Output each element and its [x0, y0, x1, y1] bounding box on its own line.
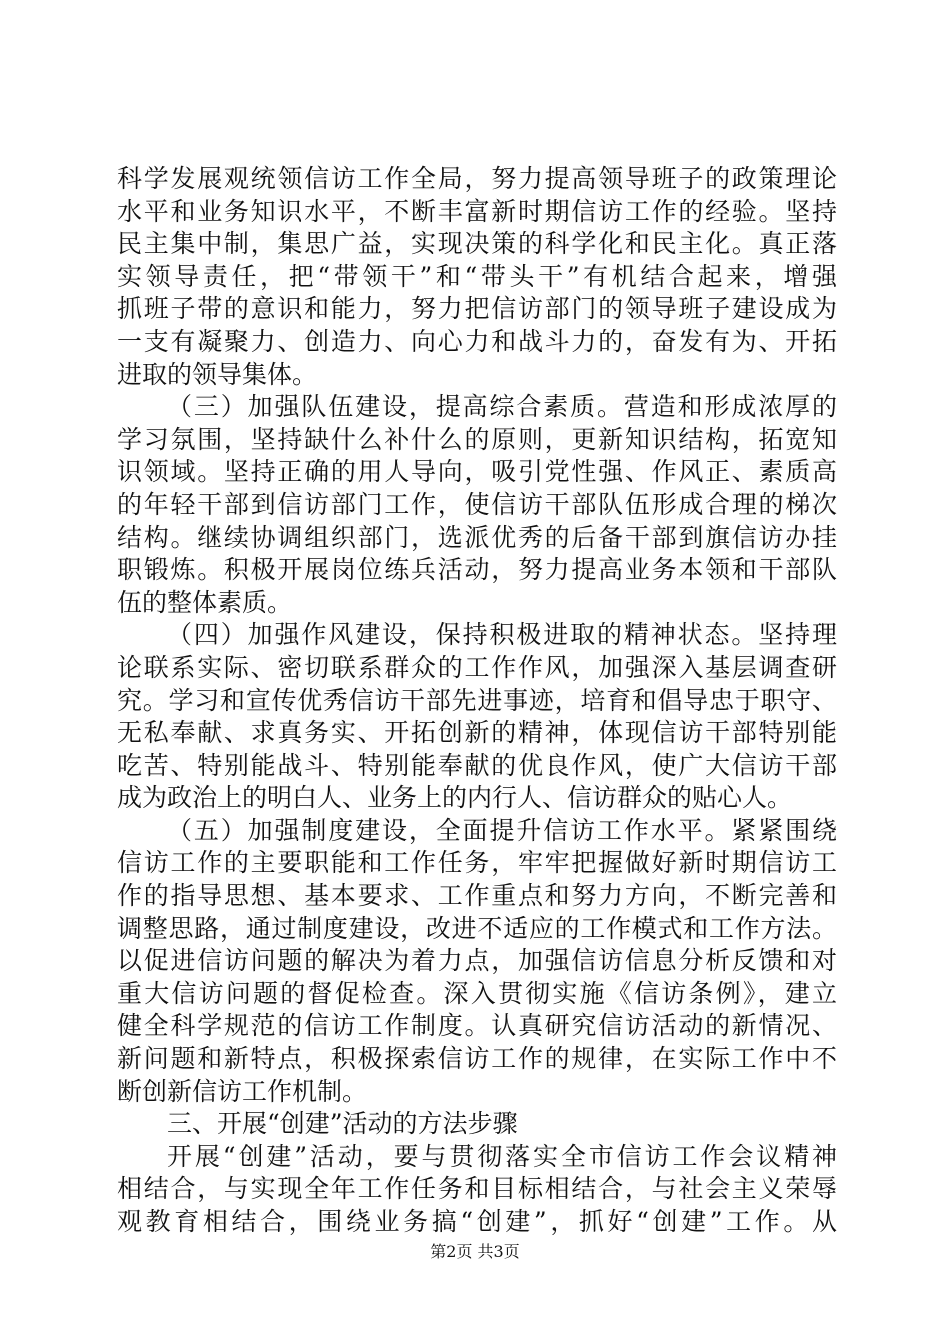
text-line: 调整思路，通过制度建设，改进不适应的工作模式和工作方法。 [117, 913, 837, 943]
text-line: 水平和业务知识水平，不断丰富新时期信访工作的经验。坚持 [117, 196, 837, 226]
text-line: 结构。继续协调组织部门，选派优秀的后备干部到旗信访办挂 [117, 522, 837, 552]
text-line: 究。学习和宣传优秀信访干部先进事迹，培育和倡导忠于职守、 [117, 685, 837, 715]
text-line: 相结合，与实现全年工作任务和目标相结合，与社会主义荣辱 [117, 1174, 837, 1204]
text-line: 新问题和新特点，积极探索信访工作的规律，在实际工作中不 [117, 1044, 837, 1074]
page-footer: 第2页 共3页 [430, 1242, 520, 1261]
text-line: 开展“创建”活动，要与贯彻落实全市信访工作会议精神 [167, 1141, 837, 1171]
text-line: 以促进信访问题的解决为着力点，加强信访信息分析反馈和对 [117, 946, 837, 976]
text-line: 的年轻干部到信访部门工作，使信访干部队伍形成合理的梯次 [117, 489, 837, 519]
text-line: （四）加强作风建设，保持积极进取的精神状态。坚持理 [167, 620, 837, 650]
text-line: 三、开展“创建”活动的方法步骤 [167, 1109, 518, 1139]
text-line: （三）加强队伍建设，提高综合素质。营造和形成浓厚的 [167, 392, 837, 422]
text-line: 作的指导思想、基本要求、工作重点和努力方向，不断完善和 [117, 881, 837, 911]
text-line: 信访工作的主要职能和工作任务，牢牢把握做好新时期信访工 [117, 848, 837, 878]
text-line: 科学发展观统领信访工作全局，努力提高领导班子的政策理论 [117, 164, 837, 193]
text-line: 实领导责任，把“带领干”和“带头干”有机结合起来，增强 [117, 261, 837, 291]
document-body [117, 163, 837, 1239]
text-line: 识领域。坚持正确的用人导向，吸引党性强、作风正、素质高 [117, 457, 837, 487]
text-line: 学习氛围，坚持缺什么补什么的原则，更新知识结构，拓宽知 [117, 424, 837, 454]
text-line: 断创新信访工作机制。 [117, 1076, 368, 1106]
text-line: 无私奉献、求真务实、开拓创新的精神，体现信访干部特别能 [117, 718, 837, 748]
text-line: 民主集中制，集思广益，实现决策的科学化和民主化。真正落 [117, 229, 837, 259]
text-line: 论联系实际、密切联系群众的工作作风，加强深入基层调查研 [117, 652, 837, 682]
text-line: 重大信访问题的督促检查。深入贯彻实施《信访条例》，建立 [117, 978, 837, 1008]
text-line: 观教育相结合，围绕业务搞“创建”，抓好“创建”工作。从 [117, 1207, 837, 1236]
text-line: 抓班子带的意识和能力，努力把信访部门的领导班子建设成为 [117, 294, 837, 324]
text-line: 吃苦、特别能战斗、特别能奉献的优良作风，使广大信访干部 [117, 750, 837, 780]
text-line: 成为政治上的明白人、业务上的内行人、信访群众的贴心人。 [117, 783, 793, 813]
text-line: 伍的整体素质。 [117, 587, 293, 617]
text-line: 进取的领导集体。 [117, 359, 318, 389]
text-line: 职锻炼。积极开展岗位练兵活动，努力提高业务本领和干部队 [117, 555, 837, 585]
text-line: （五）加强制度建设，全面提升信访工作水平。紧紧围绕 [167, 815, 837, 845]
text-line: 健全科学规范的信访工作制度。认真研究信访活动的新情况、 [117, 1011, 837, 1041]
text-line: 一支有凝聚力、创造力、向心力和战斗力的，奋发有为、开拓 [117, 326, 837, 356]
